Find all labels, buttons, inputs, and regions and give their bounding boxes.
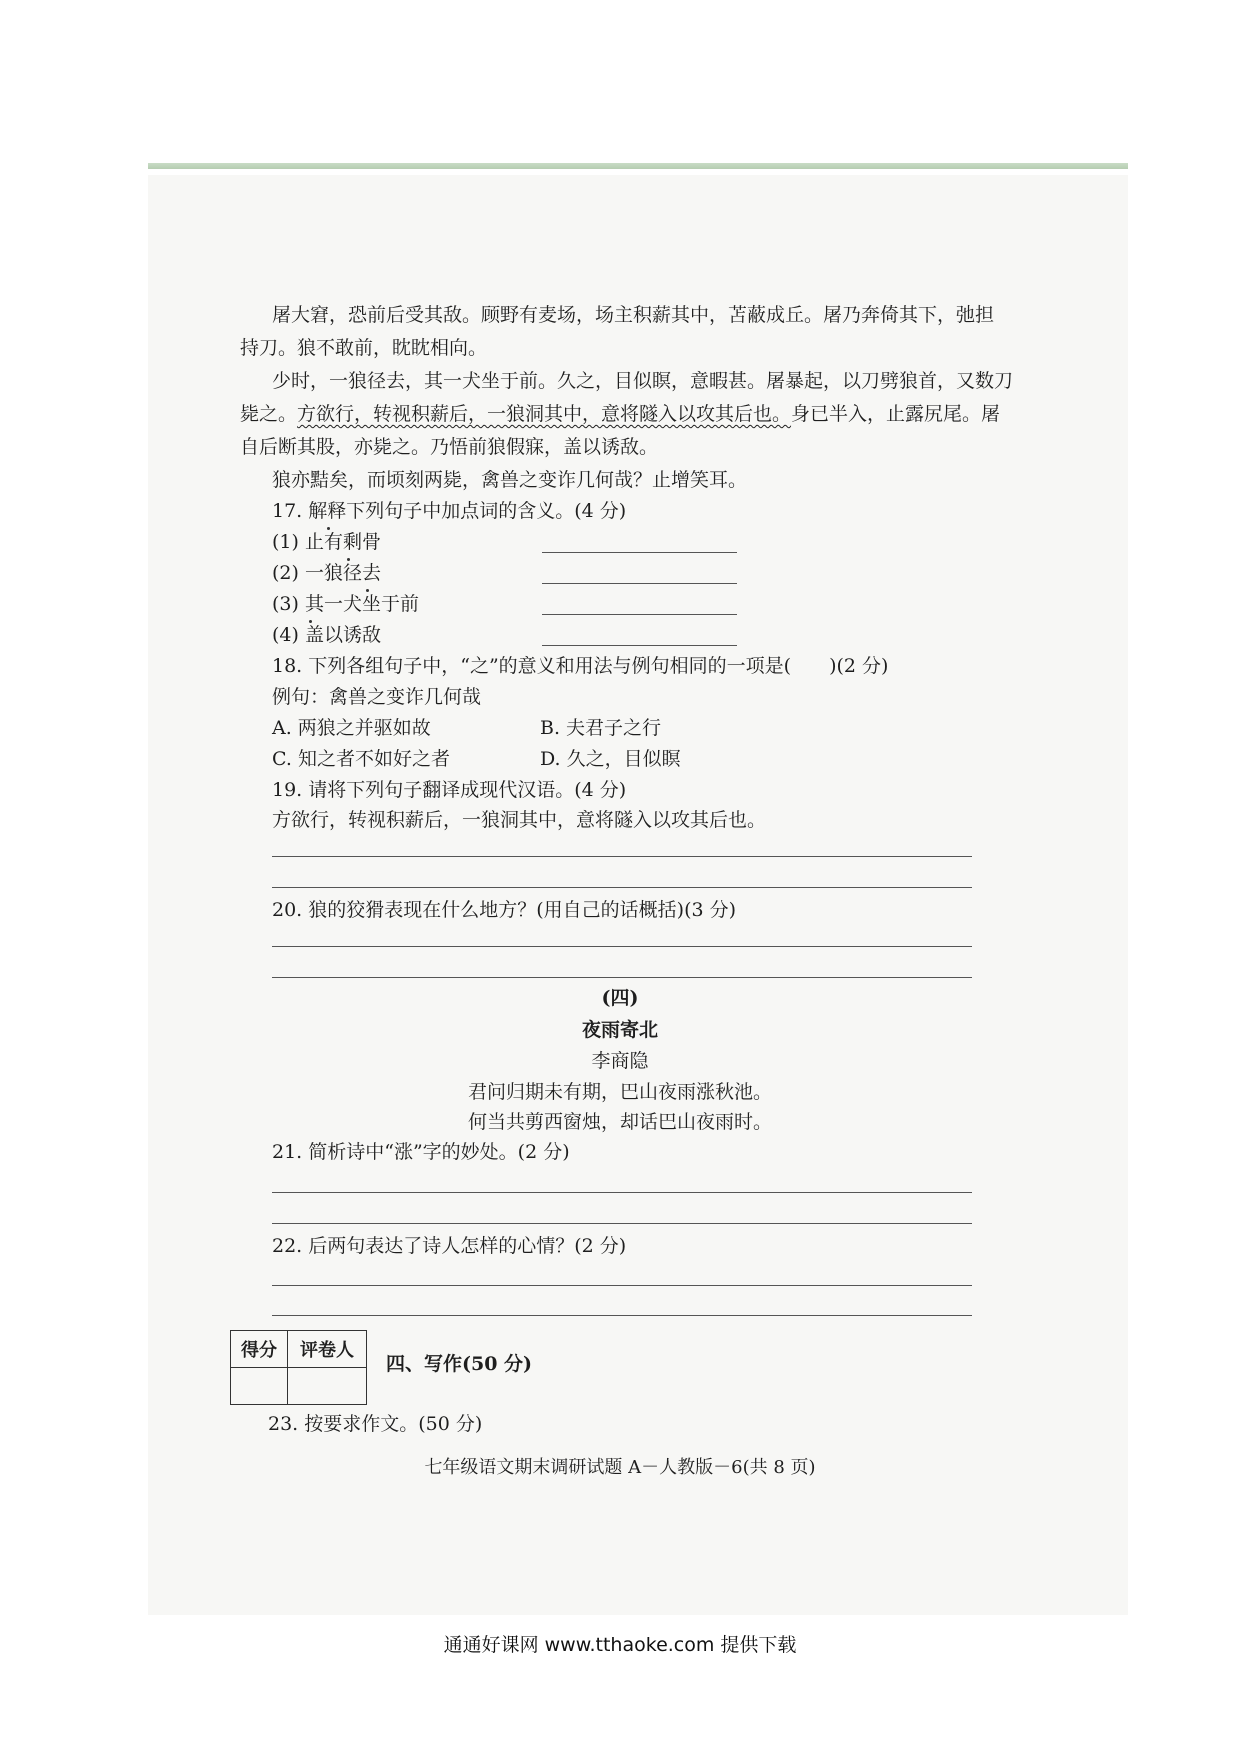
q20-answer-line-2[interactable] (272, 977, 972, 978)
q18-prompt: 18. 下列各组句子中，“之”的意义和用法与例句相同的一项是( )(2 分) (272, 655, 889, 677)
q21-answer-line-2[interactable] (272, 1223, 972, 1224)
q17-item-4: (4) 盖以诱敌 (272, 624, 381, 646)
score-cell[interactable] (231, 1368, 288, 1405)
passage-line-4-start: 毙之。 (240, 403, 298, 425)
passage-line-3: 少时，一狼径去，其一犬坐于前。久之，目似瞑，意暇甚。屠暴起，以刀劈狼首，又数刀 (272, 370, 1014, 392)
q18-option-c: C. 知之者不如好之者 (272, 748, 450, 770)
q18-example: 例句：禽兽之变诈几何哉 (272, 686, 482, 708)
section-number: (四) (601, 987, 639, 1009)
passage-line-1: 屠大窘，恐前后受其敌。顾野有麦场，场主积薪其中，苫蔽成丘。屠乃奔倚其下，弛担 (272, 304, 995, 326)
poem-line-2: 何当共剪西窗烛，却话巴山夜雨时。 (467, 1111, 772, 1133)
passage-line-2: 持刀。狼不敢前，眈眈相向。 (240, 337, 488, 359)
writing-heading: 四、写作(50 分) (386, 1353, 533, 1375)
page-footer: 七年级语文期末调研试题 A－人教版－6(共 8 页) (424, 1457, 816, 1478)
q17-answer-line-4[interactable] (542, 645, 737, 646)
q19-answer-line-2[interactable] (272, 887, 972, 888)
q20-prompt: 20. 狼的狡猾表现在什么地方？(用自己的话概括)(3 分) (272, 899, 737, 921)
site-footer: 通通好课网 www.tthaoke.com 提供下载 (443, 1634, 797, 1656)
poem-title: 夜雨寄北 (581, 1019, 658, 1041)
q19-answer-line-1[interactable] (272, 856, 972, 857)
q20-answer-line-1[interactable] (272, 946, 972, 947)
q17-answer-line-1[interactable] (542, 552, 737, 553)
q18-option-a: A. 两狼之并驱如故 (272, 717, 431, 739)
q22-prompt: 22. 后两句表达了诗人怎样的心情？(2 分) (272, 1235, 627, 1257)
poem-line-1: 君问归期未有期，巴山夜雨涨秋池。 (467, 1081, 772, 1103)
underlined-sentence: 方欲行，转视积薪后，一狼洞其中，意将隧入以攻其后也。 (297, 403, 792, 425)
passage-line-6: 狼亦黠矣，而顷刻两毙，禽兽之变诈几何哉？止增笑耳。 (272, 469, 748, 491)
emphasis-dot (327, 527, 330, 530)
q17-prompt: 17. 解释下列句子中加点词的含义。(4 分) (272, 500, 627, 522)
q17-answer-line-2[interactable] (542, 583, 737, 584)
score-label: 得分 (231, 1331, 288, 1368)
q22-answer-line-2[interactable] (272, 1315, 972, 1316)
emphasis-dot (347, 558, 350, 561)
poem-author: 李商隐 (591, 1050, 649, 1072)
q17-item-1: (1) 止有剩骨 (272, 531, 381, 553)
passage-line-5-end: 乃悟前狼假寐，盖以诱敌。 (430, 436, 659, 458)
q17-item-2: (2) 一狼径去 (272, 562, 381, 584)
passage-line-4 (240, 402, 1000, 426)
passage-line-5-start: 自后断其股，亦毙之。 (240, 436, 431, 458)
grader-cell[interactable] (288, 1368, 367, 1405)
q23-prompt: 23. 按要求作文。(50 分) (268, 1413, 483, 1435)
q17-item-3: (3) 其一犬坐于前 (272, 593, 419, 615)
q17-answer-line-3[interactable] (542, 614, 737, 615)
emphasis-dot (366, 589, 369, 592)
q19-sentence: 方欲行，转视积薪后，一狼洞其中，意将隧入以攻其后也。 (272, 809, 767, 831)
q18-option-d: D. 久之，目似瞑 (540, 748, 681, 770)
passage-line-4-tail: 身已半入，止露尻尾。屠 (791, 403, 1001, 425)
q22-answer-line-1[interactable] (272, 1285, 972, 1286)
top-rule (148, 163, 1128, 169)
passage-line-5 (240, 435, 658, 459)
emphasis-dot (309, 620, 312, 623)
grade-box (230, 1330, 367, 1405)
q21-answer-line-1[interactable] (272, 1192, 972, 1193)
q18-option-b: B. 夫君子之行 (540, 717, 662, 739)
grader-label: 评卷人 (288, 1331, 367, 1368)
q19-prompt: 19. 请将下列句子翻译成现代汉语。(4 分) (272, 779, 627, 801)
q21-prompt: 21. 简析诗中“涨”字的妙处。(2 分) (272, 1141, 570, 1163)
